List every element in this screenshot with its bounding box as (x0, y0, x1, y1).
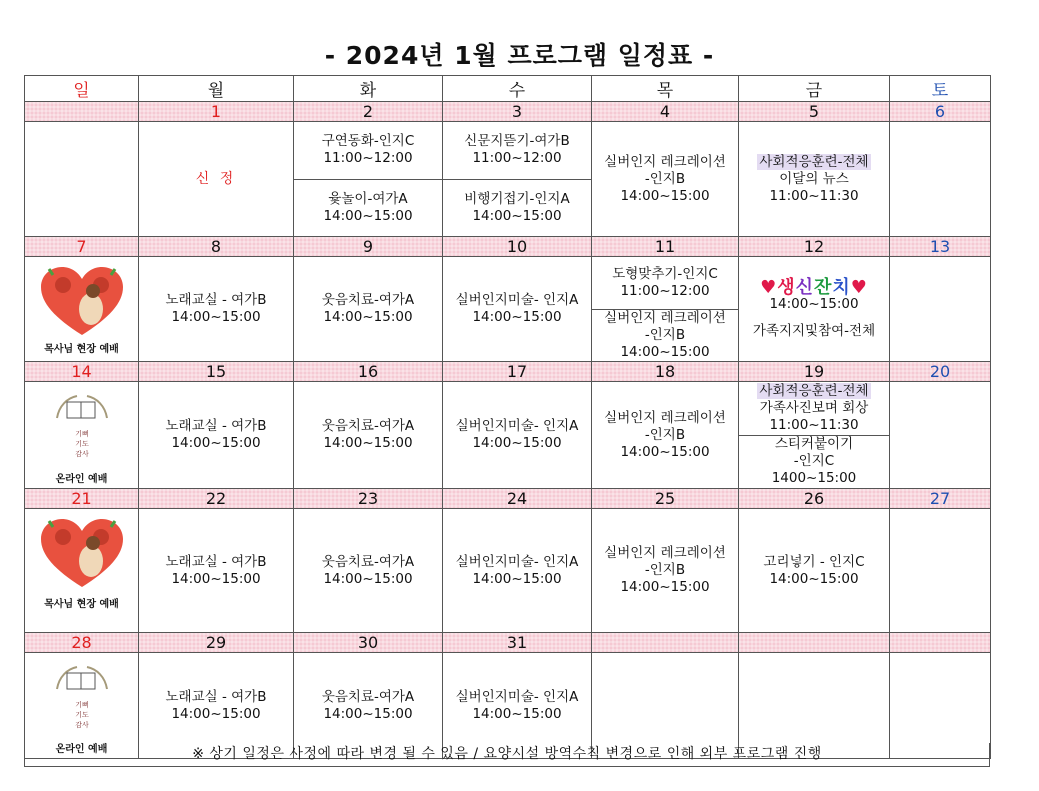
date-cell: 10 (443, 237, 592, 257)
svg-text:기도: 기도 (74, 440, 89, 448)
event-time: 11:00~12:00 (620, 282, 710, 299)
event-subtitle: 이달의 뉴스 (779, 170, 849, 187)
event-row (25, 257, 991, 362)
page-title: - 2024년 1월 프로그램 일정표 - (324, 41, 715, 70)
event-row (25, 509, 991, 633)
date-cell: 19 (739, 362, 890, 382)
event-cell (592, 382, 739, 489)
date-cell: 18 (592, 362, 739, 382)
event-group: -인지B (644, 562, 686, 578)
event-group: -인지B (644, 426, 686, 443)
event-cell (592, 509, 739, 633)
event-cell (294, 382, 443, 489)
date-row (25, 102, 991, 122)
event-title: 노래교실 - 여가B (165, 553, 267, 570)
date-cell: 20 (890, 362, 991, 382)
event-cell (443, 382, 592, 489)
weekday-fri: 금 (739, 76, 890, 102)
date-cell: 28 (25, 633, 139, 653)
event-cell (139, 509, 294, 633)
svg-text:기도: 기도 (74, 711, 89, 719)
svg-text:기뻐: 기뻐 (74, 430, 89, 438)
event-title: 신문지뜯기-여가B (464, 133, 570, 150)
event-title: 고리넣기 - 인지C (763, 553, 865, 570)
event-title: 비행기접기-인지A (464, 190, 570, 207)
event-title: 실버인지미술- 인지A (455, 292, 579, 308)
date-cell: 1 (139, 102, 294, 122)
event-cell (739, 122, 890, 237)
date-cell: 22 (139, 489, 294, 509)
date-cell: 12 (739, 237, 890, 257)
worship-cell (25, 257, 139, 362)
event-time: 11:00~11:30 (769, 416, 859, 433)
date-cell: 31 (443, 633, 592, 653)
event-time: 14:00~15:00 (472, 207, 562, 224)
event-cell (294, 257, 443, 362)
svg-text:기뻐: 기뻐 (74, 701, 89, 709)
date-cell: 11 (592, 237, 739, 257)
date-cell: 7 (25, 237, 139, 257)
event-time: 14:00~15:00 (769, 570, 859, 587)
event-cell (592, 257, 739, 362)
date-cell: 26 (739, 489, 890, 509)
date-cell: 8 (139, 237, 294, 257)
event-title: 웃음치료-여가A (321, 292, 415, 308)
svg-text:감사: 감사 (74, 450, 89, 458)
event-cell-empty (890, 122, 991, 237)
event-cell (294, 122, 443, 237)
weekday-sat: 토 (890, 76, 991, 102)
event-subtitle: 가족지지및참여-전체 (752, 322, 876, 339)
date-cell (739, 633, 890, 653)
event-title: 실버인지 레크레이션 (604, 309, 726, 326)
date-cell: 5 (739, 102, 890, 122)
event-title: 도형맞추기-인지C (612, 265, 718, 282)
event-title: 윷놀이-여가A (328, 190, 408, 207)
weekday-sun: 일 (25, 76, 139, 102)
event-title: 실버인지 레크레이션 (604, 545, 726, 561)
event-title: 노래교실 - 여가B (165, 688, 267, 705)
event-cell (294, 509, 443, 633)
bible-wreath-icon (47, 388, 117, 466)
event-title: 웃음치료-여가A (321, 418, 415, 434)
event-row (25, 122, 991, 237)
event-title: 실버인지 레크레이션 (604, 153, 726, 170)
event-title: 웃음치료-여가A (321, 688, 415, 705)
event-time: 14:00~15:00 (472, 705, 562, 722)
event-time: 14:00~15:00 (323, 570, 413, 587)
date-cell (890, 633, 991, 653)
calendar-table (24, 75, 991, 759)
event-item (592, 309, 738, 362)
event-time: 14:00~15:00 (323, 207, 413, 224)
holiday-label: 신 정 (195, 170, 237, 187)
date-cell: 6 (890, 102, 991, 122)
date-cell: 3 (443, 102, 592, 122)
event-cell (739, 509, 890, 633)
event-time: 1400~15:00 (771, 470, 857, 487)
event-item (739, 435, 889, 489)
date-cell: 9 (294, 237, 443, 257)
event-title: 노래교실 - 여가B (165, 418, 267, 434)
event-cell (443, 122, 592, 237)
event-cell (443, 509, 592, 633)
worship-cell (25, 382, 139, 489)
weekday-thu: 목 (592, 76, 739, 102)
event-time: 14:00~15:00 (323, 705, 413, 722)
event-group: -인지C (793, 453, 835, 470)
event-title: 노래교실 - 여가B (165, 292, 267, 308)
event-time: 14:00~15:00 (620, 443, 710, 460)
date-row (25, 633, 991, 653)
date-row (25, 489, 991, 509)
event-time: 14:00~15:00 (171, 435, 261, 451)
event-item (443, 179, 591, 237)
event-time: 14:00~15:00 (323, 309, 413, 325)
bible-wreath-icon (47, 659, 117, 737)
weekday-tue: 화 (294, 76, 443, 102)
event-title: 실버인지미술- 인지A (455, 418, 579, 434)
event-group: -인지B (644, 326, 686, 343)
event-title: 웃음치료-여가A (321, 553, 415, 570)
event-time: 14:00~15:00 (620, 579, 710, 595)
date-row (25, 237, 991, 257)
event-subtitle: 가족사진보며 회상 (759, 399, 869, 416)
event-time: 11:00~12:00 (323, 150, 413, 167)
event-cell (739, 257, 890, 362)
date-cell (25, 102, 139, 122)
worship-caption: 목사님 현장 예배 (44, 344, 119, 355)
date-cell (592, 633, 739, 653)
event-cell (739, 382, 890, 489)
event-title: 실버인지미술- 인지A (455, 688, 579, 705)
event-time: 14:00~15:00 (171, 705, 261, 722)
date-cell: 2 (294, 102, 443, 122)
event-row (25, 382, 991, 489)
event-item (294, 179, 442, 237)
date-cell: 15 (139, 362, 294, 382)
event-cell (592, 122, 739, 237)
event-cell (139, 257, 294, 362)
event-cell-empty (890, 382, 991, 489)
date-cell: 27 (890, 489, 991, 509)
date-row (25, 362, 991, 382)
date-cell: 17 (443, 362, 592, 382)
event-cell (139, 382, 294, 489)
date-cell: 4 (592, 102, 739, 122)
date-cell: 14 (25, 362, 139, 382)
event-cell-empty (890, 509, 991, 633)
event-time: 14:00~15:00 (472, 309, 562, 325)
event-time: 14:00~15:00 (171, 570, 261, 587)
date-cell: 21 (25, 489, 139, 509)
event-title: 실버인지 레크레이션 (604, 409, 726, 426)
event-title: 스티커붙이기 (774, 436, 854, 453)
event-time: 14:00~15:00 (769, 295, 859, 312)
event-group: -인지B (644, 170, 686, 187)
weekday-mon: 월 (139, 76, 294, 102)
date-cell: 24 (443, 489, 592, 509)
heart-prayer-icon (35, 515, 129, 589)
event-cell-empty (890, 257, 991, 362)
heart-prayer-icon (35, 263, 129, 337)
event-time: 14:00~15:00 (620, 343, 710, 360)
event-title: 사회적응훈련-전체 (759, 153, 869, 170)
date-cell: 23 (294, 489, 443, 509)
event-title: 실버인지미술- 인지A (455, 553, 579, 570)
worship-caption: 목사님 현장 예배 (44, 599, 119, 610)
birthday-party-title: ♥생신잔치♥ (760, 276, 868, 298)
footer-note: ※ 상기 일정은 사정에 따라 변경 될 수 있음 / 요양시설 방역수칙 변경으로 인해 외부 프로그램 진행 (24, 743, 990, 767)
svg-text:감사: 감사 (74, 721, 89, 729)
event-cell (443, 257, 592, 362)
event-cell (139, 122, 294, 237)
event-item (592, 257, 738, 309)
event-time: 14:00~15:00 (472, 435, 562, 451)
date-cell: 25 (592, 489, 739, 509)
weekday-wed: 수 (443, 76, 592, 102)
event-item (443, 122, 591, 179)
event-time: 14:00~15:00 (620, 187, 710, 204)
date-cell: 29 (139, 633, 294, 653)
date-cell: 16 (294, 362, 443, 382)
event-time: 14:00~15:00 (323, 435, 413, 451)
worship-caption: 온라인 예배 (55, 474, 108, 485)
event-time: 11:00~11:30 (769, 187, 859, 204)
event-time: 14:00~15:00 (472, 570, 562, 587)
date-cell: 30 (294, 633, 443, 653)
date-cell: 13 (890, 237, 991, 257)
event-time: 14:00~15:00 (171, 309, 261, 325)
worship-caption: 온라인 예배 (55, 744, 108, 755)
worship-cell (25, 509, 139, 633)
event-time: 11:00~12:00 (472, 150, 562, 167)
event-item (294, 122, 442, 179)
event-item (739, 382, 889, 435)
weekday-header-row (25, 76, 991, 102)
event-title: 구연동화-인지C (321, 133, 415, 150)
event-title: 사회적응훈련-전체 (759, 382, 869, 399)
event-cell-empty (25, 122, 139, 237)
